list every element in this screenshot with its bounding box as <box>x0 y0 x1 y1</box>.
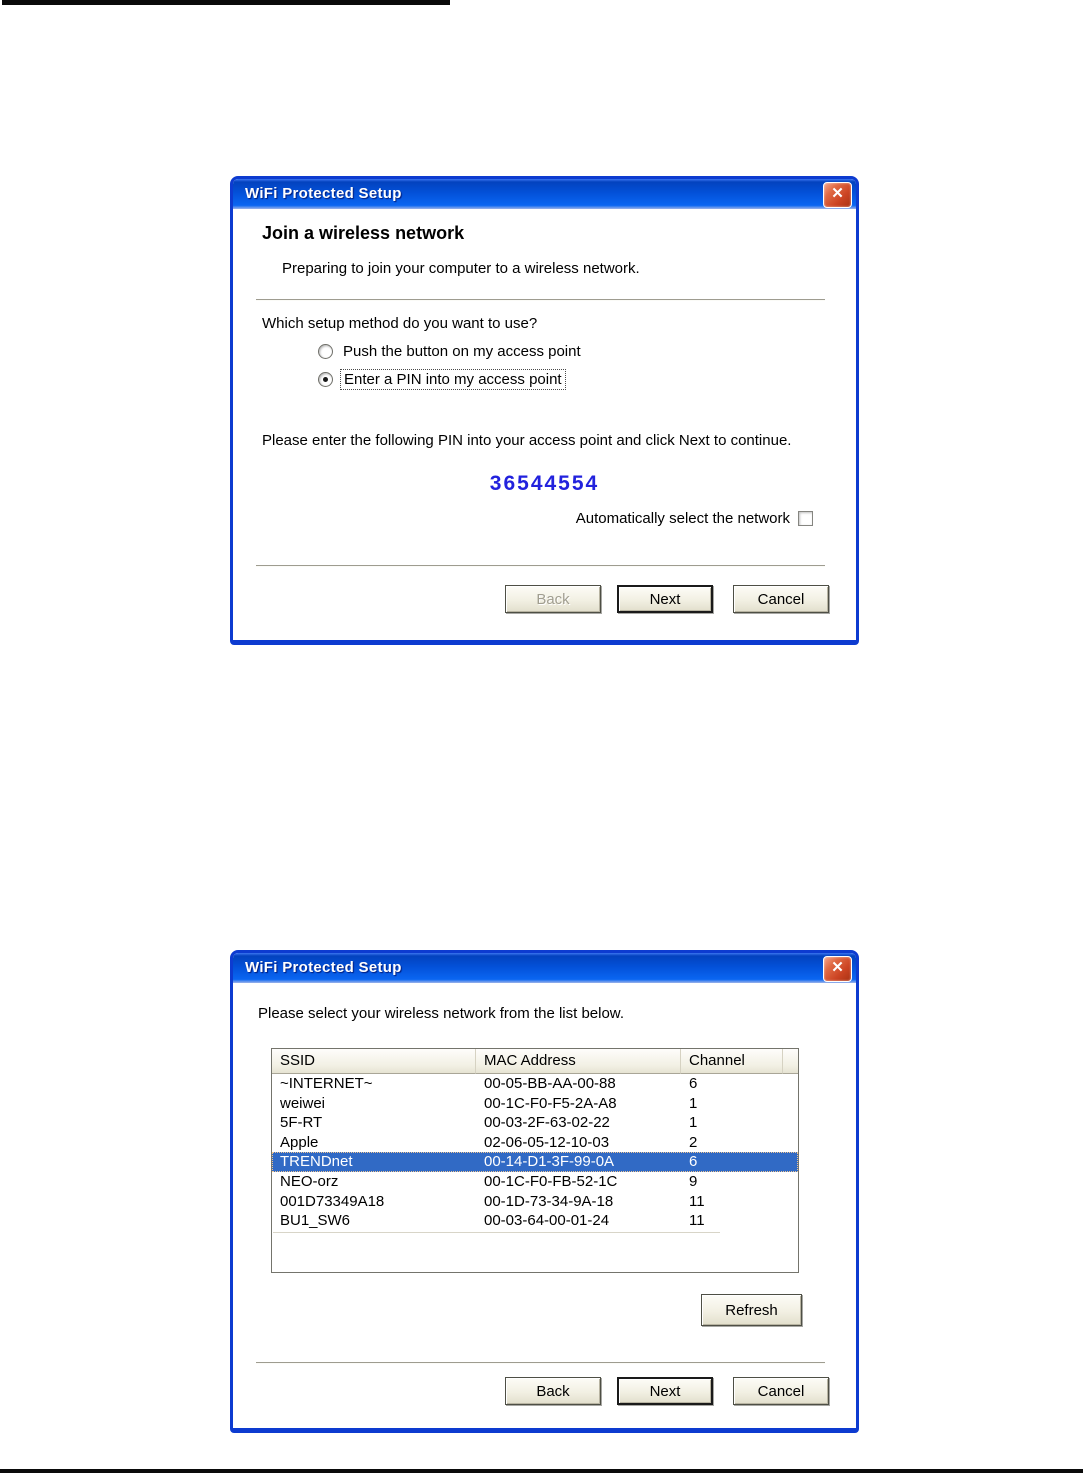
close-icon: ✕ <box>831 959 844 976</box>
network-row[interactable] <box>272 1172 798 1192</box>
ssid-cell: 5F-RT <box>280 1114 323 1132</box>
ssid-cell: TRENDnet <box>280 1153 353 1171</box>
close-icon: ✕ <box>831 185 844 202</box>
mac-cell: 00-1D-73-34-9A-18 <box>484 1192 614 1210</box>
network-row[interactable] <box>272 1133 798 1153</box>
channel-cell: 1 <box>689 1094 698 1112</box>
network-row[interactable] <box>272 1192 798 1212</box>
network-row[interactable] <box>272 1113 798 1133</box>
divider <box>256 1362 825 1363</box>
radio-option-label: Push the button on my access point <box>343 342 581 360</box>
back-button[interactable]: Back <box>505 1377 601 1405</box>
pin-value: 36544554 <box>489 472 600 495</box>
radio-option-label: Enter a PIN into my access point <box>340 369 566 390</box>
divider <box>256 565 825 566</box>
ssid-cell: Apple <box>280 1133 319 1151</box>
wps-pin-dialog <box>230 176 859 645</box>
mac-cell: 00-1C-F0-F5-2A-A8 <box>484 1094 617 1112</box>
radio-option-push-button[interactable] <box>318 343 584 359</box>
column-header-filler <box>783 1049 798 1074</box>
network-row[interactable] <box>272 1094 798 1114</box>
divider <box>256 299 825 300</box>
select-network-instruction: Please select your wireless network from the list below. <box>258 1005 624 1022</box>
channel-cell: 6 <box>689 1075 698 1092</box>
list-end-separator <box>273 1232 720 1233</box>
mac-cell: 00-14-D1-3F-99-0A <box>484 1153 615 1171</box>
network-row[interactable] <box>272 1211 798 1231</box>
mac-cell: 00-03-2F-63-02-22 <box>484 1114 610 1132</box>
wps-network-select-dialog <box>230 950 859 1433</box>
dialog-title: WiFi Protected Setup <box>245 185 402 202</box>
next-button[interactable]: Next <box>617 585 713 613</box>
ssid-cell: NEO-orz <box>280 1172 339 1190</box>
refresh-button[interactable]: Refresh <box>701 1294 802 1326</box>
dialog-heading: Join a wireless network <box>262 223 465 243</box>
page-bottom-rule <box>0 1469 1083 1473</box>
radio-option-enter-pin[interactable] <box>318 371 566 387</box>
ssid-cell: weiwei <box>280 1094 326 1112</box>
auto-select-label: Automatically select the network <box>575 510 790 527</box>
page-top-rule <box>2 0 450 5</box>
channel-cell: 9 <box>689 1172 698 1190</box>
title-bar[interactable] <box>233 953 856 983</box>
column-header-ssid[interactable]: SSID <box>272 1049 476 1074</box>
mac-cell: 02-06-05-12-10-03 <box>484 1133 610 1151</box>
ssid-cell: 001D73349A18 <box>280 1192 385 1210</box>
ssid-cell: BU1_SW6 <box>280 1212 351 1230</box>
close-button[interactable] <box>823 956 852 982</box>
next-button[interactable]: Next <box>617 1377 713 1405</box>
auto-select-row <box>576 510 813 527</box>
dialog-subheading: Preparing to join your computer to a wireless network. <box>282 260 640 277</box>
column-header-channel[interactable]: Channel <box>681 1049 783 1074</box>
dialog-title: WiFi Protected Setup <box>245 959 402 976</box>
network-row[interactable] <box>272 1074 798 1094</box>
mac-cell: 00-03-64-00-01-24 <box>484 1212 610 1230</box>
ssid-cell: ~INTERNET~ <box>280 1075 373 1092</box>
channel-cell: 1 <box>689 1114 698 1132</box>
column-header-mac[interactable]: MAC Address <box>476 1049 681 1074</box>
radio-selected-icon <box>318 372 333 387</box>
cancel-button[interactable]: Cancel <box>733 585 829 613</box>
radio-unselected-icon <box>318 344 333 359</box>
auto-select-checkbox[interactable] <box>798 511 813 526</box>
network-list <box>271 1048 799 1273</box>
cancel-button[interactable]: Cancel <box>733 1377 829 1405</box>
channel-cell: 11 <box>689 1192 705 1210</box>
pin-instruction: Please enter the following PIN into your access point and click Next to continue. <box>262 432 792 449</box>
title-bar[interactable] <box>233 179 856 209</box>
close-button[interactable] <box>823 182 852 208</box>
channel-cell: 6 <box>689 1153 698 1171</box>
network-row-selected[interactable] <box>272 1152 798 1172</box>
network-list-header <box>272 1049 798 1074</box>
channel-cell: 2 <box>689 1133 698 1151</box>
setup-method-question: Which setup method do you want to use? <box>262 315 538 332</box>
channel-cell: 11 <box>689 1212 705 1230</box>
mac-cell: 00-05-BB-AA-00-88 <box>484 1075 616 1092</box>
back-button[interactable]: Back <box>505 585 601 613</box>
mac-cell: 00-1C-F0-FB-52-1C <box>484 1172 618 1190</box>
